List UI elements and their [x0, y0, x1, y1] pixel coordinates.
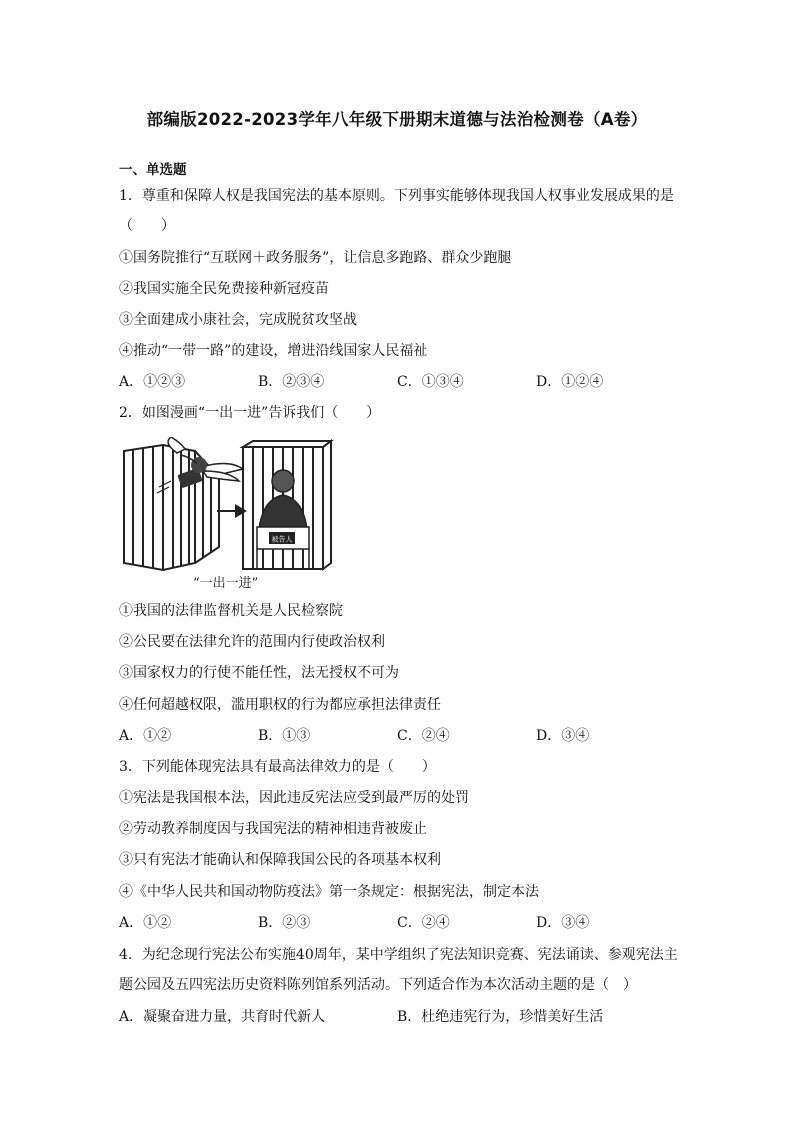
q2-option-b: B．①③: [258, 728, 311, 744]
page-title: 部编版2022-2023学年八年级下册期末道德与法治检测卷（A卷）: [146, 110, 648, 129]
q2-statement-2: ②公民要在法律允许的范围内行使政治权利: [119, 634, 385, 650]
q1-stem-line2: （ ）: [119, 218, 175, 234]
q3-stem: 3．下列能体现宪法具有最高法律效力的是（ ）: [119, 759, 436, 775]
flying-stamp-icon: [157, 437, 243, 493]
q2-statement-1: ①我国的法律监督机关是人民检察院: [119, 603, 343, 619]
q3-option-a: A．①②: [119, 915, 172, 931]
cartoon-caption: “一出一进”: [193, 576, 259, 591]
q3-option-b: B．②③: [258, 915, 311, 931]
q1-statement-4: ④推动“一带一路”的建设，增进沿线国家人民福祉: [119, 343, 428, 359]
q3-statement-2: ②劳动教养制度因与我国宪法的精神相违背被废止: [119, 821, 427, 837]
q3-option-c: C．②④: [397, 915, 450, 931]
cartoon-illustration: [119, 437, 339, 577]
q3-option-d: D．③④: [536, 915, 590, 931]
defendant-badge: 被告人: [271, 535, 293, 544]
q4-option-b: B．杜绝违宪行为，珍惜美好生活: [397, 1009, 604, 1025]
q1-option-b: B．②③④: [258, 374, 325, 390]
q1-option-a: A．①②③: [119, 374, 186, 390]
q3-statement-1: ①宪法是我国根本法，因此违反宪法应受到最严厉的处罚: [119, 790, 469, 806]
q4-stem-line2: 题公园及五四宪法历史资料陈列馆系列活动。下列适合作为本次活动主题的是（ ）: [119, 977, 637, 993]
q3-statement-4: ④《中华人民共和国动物防疫法》第一条规定：根据宪法，制定本法: [119, 884, 539, 900]
q2-statement-3: ③国家权力的行使不能任性，法无授权不可为: [119, 665, 399, 681]
q1-stem-line1: 1．尊重和保障人权是我国宪法的基本原则。下列事实能够体现我国人权事业发展成果的是: [119, 188, 674, 204]
q1-option-c: C．①③④: [397, 374, 464, 390]
q1-statement-2: ②我国实施全民免费接种新冠疫苗: [119, 281, 329, 297]
q4-stem-line1: 4．为纪念现行宪法公布实施40周年，某中学组织了宪法知识竞赛、宪法诵读、参观宪法主: [119, 947, 678, 963]
q2-option-c: C．②④: [397, 728, 450, 744]
q3-statement-3: ③只有宪法才能确认和保障我国公民的各项基本权利: [119, 852, 441, 868]
q1-statement-1: ①国务院推行“互联网＋政务服务”，让信息多跑路、群众少跑腿: [119, 250, 512, 266]
q1-option-d: D．①②④: [536, 374, 604, 390]
section-heading: 一、单选题: [119, 162, 187, 178]
q1-statement-3: ③全面建成小康社会，完成脱贫攻坚战: [119, 312, 357, 328]
q2-option-d: D．③④: [536, 728, 590, 744]
q2-statement-4: ④任何超越权限，滥用职权的行为都应承担法律责任: [119, 697, 441, 713]
q2-stem: 2．如图漫画“一出一进”告诉我们（ ）: [119, 405, 381, 421]
q2-option-a: A．①②: [119, 728, 172, 744]
q4-option-a: A．凝聚奋进力量，共育时代新人: [119, 1009, 326, 1025]
cartoon-figure: [119, 437, 339, 577]
